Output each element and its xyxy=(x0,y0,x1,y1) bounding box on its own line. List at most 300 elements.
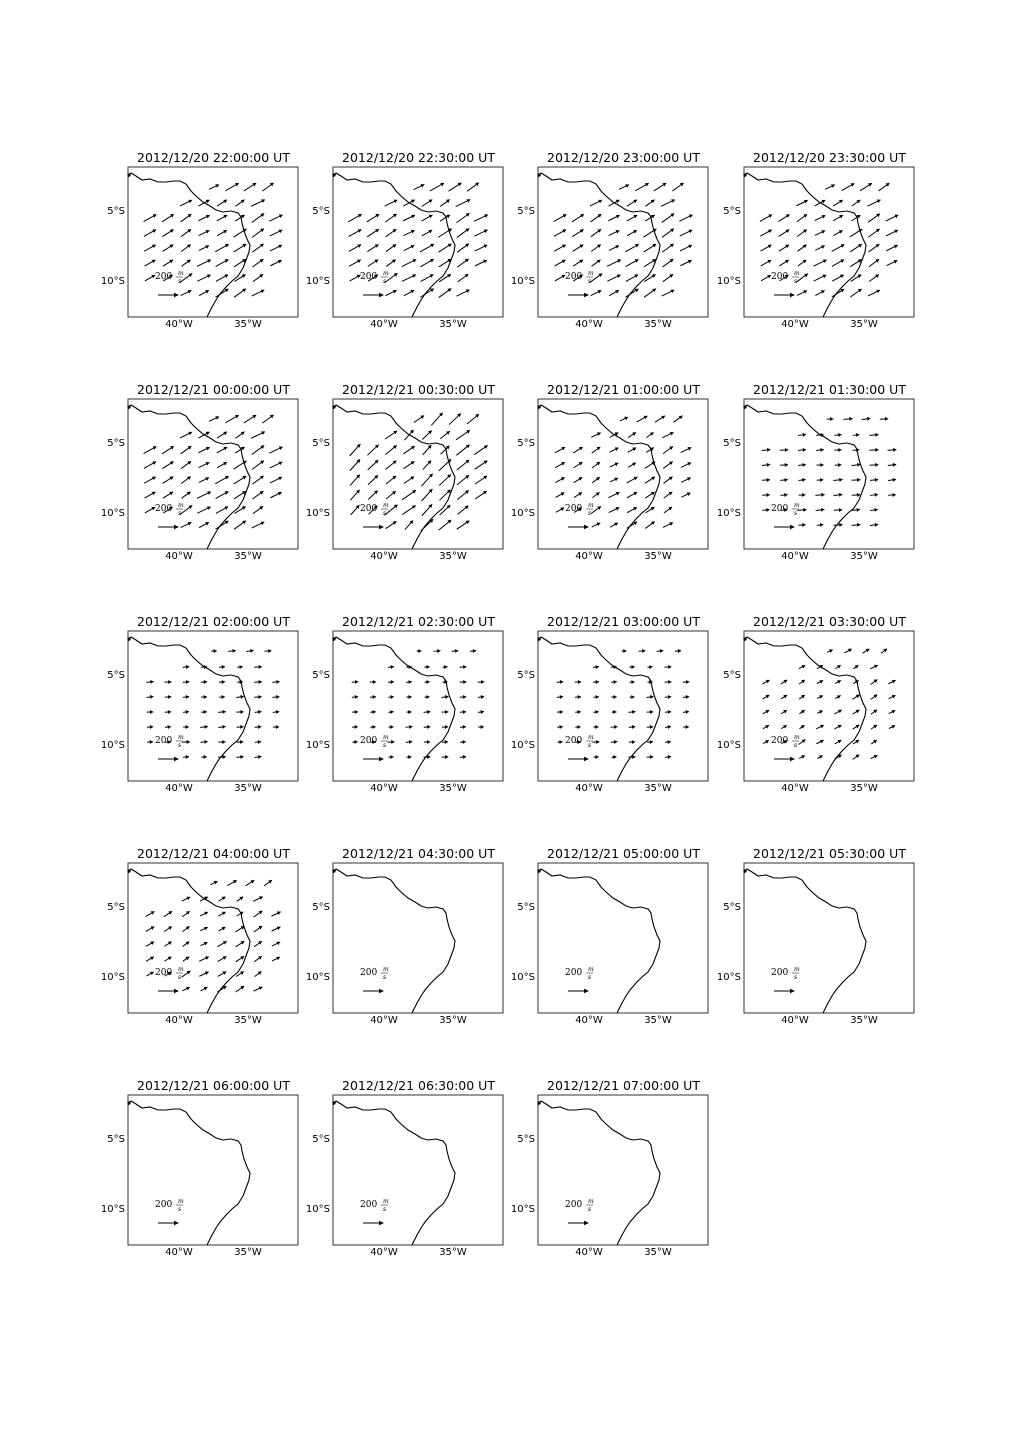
wind-vector xyxy=(440,431,450,439)
wind-vector xyxy=(833,200,843,206)
wind-vector xyxy=(227,880,236,885)
wind-vector xyxy=(610,523,618,528)
x-tick-label: 35°W xyxy=(234,783,262,794)
wind-vector xyxy=(679,214,692,221)
y-tick-label: 5°S xyxy=(723,438,741,449)
x-tick-label: 35°W xyxy=(850,1015,878,1026)
key-label: 200 xyxy=(360,272,378,282)
wind-vector xyxy=(216,521,229,529)
wind-vector xyxy=(781,725,787,729)
wind-vector xyxy=(835,695,840,698)
key-label: 200 xyxy=(565,968,583,978)
wind-vector xyxy=(386,260,396,267)
wind-vector xyxy=(460,725,466,729)
wind-vector xyxy=(236,986,244,992)
wind-vector xyxy=(199,522,209,528)
panel-frame xyxy=(128,1095,298,1245)
wind-vector xyxy=(665,680,672,684)
y-tick-label: 5°S xyxy=(723,902,741,913)
map-panel xyxy=(101,1078,298,1258)
wind-vector xyxy=(575,680,581,684)
wind-vector xyxy=(629,695,634,699)
key-unit-num: m xyxy=(794,966,800,973)
wind-vector xyxy=(573,260,583,266)
wind-vector xyxy=(272,942,280,946)
wind-vector xyxy=(645,200,654,207)
wind-vector xyxy=(183,680,190,684)
wind-vector xyxy=(888,448,897,452)
quiver-key xyxy=(360,502,389,529)
coastline xyxy=(538,637,660,781)
key-unit-num: m xyxy=(588,734,594,741)
key-unit-den: s xyxy=(588,510,592,517)
wind-vector xyxy=(573,447,582,453)
wind-vector xyxy=(763,725,769,729)
wind-vector xyxy=(199,290,209,296)
key-unit-num: m xyxy=(588,270,594,277)
wind-vector xyxy=(252,229,264,238)
y-tick-label: 10°S xyxy=(716,276,741,287)
wind-vector xyxy=(610,478,618,482)
wind-vector xyxy=(799,665,806,669)
wind-vector xyxy=(181,446,192,454)
x-tick-label: 35°W xyxy=(439,551,467,562)
map-panel xyxy=(101,382,298,562)
wind-vector xyxy=(627,507,637,513)
wind-vector xyxy=(144,245,156,252)
wind-vector xyxy=(816,740,823,744)
wind-vector xyxy=(420,259,433,267)
wind-vector xyxy=(404,290,414,296)
wind-vector xyxy=(352,740,357,744)
wind-vector xyxy=(869,244,880,252)
wind-vector xyxy=(368,490,377,499)
y-tick-label: 10°S xyxy=(305,1204,330,1215)
wind-vector xyxy=(797,290,807,295)
wind-vector xyxy=(404,245,415,251)
wind-vector xyxy=(457,475,469,485)
wind-vector xyxy=(386,229,397,237)
panel-frame xyxy=(744,631,914,781)
wind-vector xyxy=(421,474,432,487)
wind-vector xyxy=(683,695,689,699)
wind-vector xyxy=(458,506,469,515)
key-unit-den: s xyxy=(383,742,387,749)
wind-vector xyxy=(183,942,190,947)
wind-vector xyxy=(591,244,601,251)
x-tick-label: 40°W xyxy=(370,551,398,562)
wind-vector xyxy=(252,290,265,296)
map-panel xyxy=(101,150,298,330)
wind-vector xyxy=(871,680,878,685)
wind-vector xyxy=(627,215,637,221)
wind-vector xyxy=(209,416,219,421)
key-unit-num: m xyxy=(178,270,184,277)
panel-frame xyxy=(333,863,503,1013)
wind-vector xyxy=(370,710,376,714)
map-panel xyxy=(306,1078,503,1258)
wind-vector xyxy=(217,462,227,468)
wind-vector xyxy=(557,710,563,714)
x-tick-label: 35°W xyxy=(644,783,672,794)
wind-vector xyxy=(406,755,411,759)
wind-vector xyxy=(680,230,693,236)
wind-vector xyxy=(629,665,634,669)
wind-vector xyxy=(573,245,584,252)
wind-vector xyxy=(385,445,396,454)
wind-vector xyxy=(272,680,279,684)
wind-vector xyxy=(860,183,872,191)
wind-vector xyxy=(574,492,582,497)
wind-vector xyxy=(854,665,859,669)
wind-vector xyxy=(627,522,637,529)
wind-vector xyxy=(834,493,843,497)
wind-vector xyxy=(474,445,487,454)
wind-vector xyxy=(198,215,209,221)
wind-vector xyxy=(629,680,634,684)
wind-vector xyxy=(637,416,648,422)
key-unit-den: s xyxy=(178,1206,182,1213)
wind-vector xyxy=(219,680,225,684)
wind-vector xyxy=(164,942,171,947)
wind-vector xyxy=(762,478,770,482)
wind-vector xyxy=(780,463,788,467)
map-panel xyxy=(101,846,298,1026)
wind-vector xyxy=(367,214,379,222)
wind-vector xyxy=(273,725,279,729)
key-unit-den: s xyxy=(383,278,387,285)
wind-vector xyxy=(254,956,262,961)
wind-vector xyxy=(664,492,673,498)
wind-vector xyxy=(388,725,393,729)
wind-vector xyxy=(611,725,618,729)
wind-vector xyxy=(424,740,430,744)
x-tick-label: 40°W xyxy=(575,1015,603,1026)
coastline xyxy=(333,1101,455,1245)
x-tick-label: 40°W xyxy=(575,783,603,794)
wind-vector xyxy=(663,274,673,281)
wind-vector xyxy=(183,957,189,962)
wind-vector xyxy=(439,520,452,530)
wind-vector xyxy=(422,504,432,515)
wind-vector xyxy=(181,290,192,296)
wind-vector xyxy=(252,461,264,470)
wind-vector xyxy=(264,880,272,886)
wind-vector xyxy=(252,213,264,222)
panel-title: 2012/12/21 00:00:00 UT xyxy=(137,382,290,397)
wind-vector xyxy=(654,183,666,191)
wind-vector xyxy=(647,695,654,699)
map-panel xyxy=(511,846,708,1026)
wind-vector xyxy=(146,911,155,916)
wind-vector xyxy=(403,215,415,221)
y-tick-label: 10°S xyxy=(716,972,741,983)
coastline xyxy=(538,405,660,549)
wind-vector xyxy=(639,649,646,653)
wind-vector xyxy=(644,244,656,252)
wind-vector xyxy=(881,649,887,654)
x-tick-label: 40°W xyxy=(781,783,809,794)
quiver-key xyxy=(565,966,594,993)
panel-title: 2012/12/21 00:30:00 UT xyxy=(342,382,495,397)
wind-vector xyxy=(423,445,432,455)
wind-vector xyxy=(388,665,394,669)
wind-vector xyxy=(627,492,637,498)
wind-vector xyxy=(665,740,671,744)
wind-vector xyxy=(199,956,209,961)
wind-vector xyxy=(645,492,654,498)
wind-vector xyxy=(627,477,638,483)
wind-vector xyxy=(456,199,471,206)
wind-vector xyxy=(886,230,898,236)
wind-vector xyxy=(201,987,208,991)
y-tick-label: 5°S xyxy=(312,438,330,449)
wind-vector xyxy=(575,710,581,714)
key-unit-den: s xyxy=(178,742,182,749)
wind-vector xyxy=(628,463,636,468)
wind-vector xyxy=(180,432,192,438)
key-unit-num: m xyxy=(588,1198,594,1205)
wind-vector xyxy=(797,245,806,252)
wind-vector xyxy=(460,695,467,699)
wind-vector xyxy=(647,755,654,759)
wind-vector xyxy=(439,474,451,485)
wind-vector xyxy=(763,710,769,714)
key-label: 200 xyxy=(360,968,378,978)
key-unit-den: s xyxy=(794,742,798,749)
wind-vector xyxy=(681,462,691,467)
wind-vector xyxy=(663,446,673,453)
wind-vector xyxy=(833,230,842,235)
wind-vector xyxy=(798,478,805,482)
wind-vector xyxy=(799,695,805,699)
wind-vector xyxy=(350,475,360,486)
wind-vector xyxy=(456,430,470,440)
wind-vector xyxy=(663,477,672,484)
wind-vector xyxy=(593,695,599,699)
wind-vector xyxy=(218,912,225,916)
y-tick-label: 5°S xyxy=(517,206,535,217)
wind-vector xyxy=(645,477,655,483)
panel-title: 2012/12/21 03:00:00 UT xyxy=(547,614,700,629)
map-panel xyxy=(306,150,503,330)
wind-vector xyxy=(165,695,172,699)
wind-vector xyxy=(200,740,207,744)
map-panel xyxy=(511,614,708,794)
wind-vector xyxy=(760,230,772,237)
wind-vector xyxy=(201,680,207,684)
wind-vector xyxy=(608,492,619,498)
wind-vector xyxy=(144,229,156,236)
wind-vector xyxy=(217,215,227,221)
wind-vector xyxy=(555,462,565,468)
panel-title: 2012/12/21 06:00:00 UT xyxy=(137,1078,290,1093)
wind-vector xyxy=(440,200,450,207)
wind-vector xyxy=(683,710,689,714)
wind-vector xyxy=(609,507,620,513)
key-unit-den: s xyxy=(178,974,182,981)
wind-vector xyxy=(761,260,771,266)
wind-vector xyxy=(611,695,616,699)
quiver-key xyxy=(360,1198,389,1225)
wind-vector xyxy=(478,680,485,684)
wind-vector xyxy=(888,680,895,684)
wind-vector xyxy=(254,941,262,947)
wind-vector xyxy=(199,477,209,482)
wind-vector xyxy=(781,710,787,714)
wind-vector xyxy=(200,725,208,729)
wind-vector xyxy=(815,215,826,221)
map-panel xyxy=(306,846,503,1026)
map-panel xyxy=(306,614,503,794)
coastline xyxy=(538,1101,660,1245)
wind-vector xyxy=(388,710,393,714)
wind-vector xyxy=(434,649,441,653)
wind-vector xyxy=(236,755,243,759)
wind-vector xyxy=(217,230,227,236)
wind-vector xyxy=(218,897,225,901)
y-tick-label: 5°S xyxy=(723,206,741,217)
wind-vector xyxy=(781,680,787,684)
wind-vector xyxy=(834,433,841,437)
wind-vector xyxy=(197,491,211,498)
wind-vector xyxy=(457,521,470,530)
y-tick-label: 5°S xyxy=(312,206,330,217)
quiver-key xyxy=(771,502,800,529)
wind-vector xyxy=(673,416,682,423)
quiver-key xyxy=(155,270,184,297)
key-unit-num: m xyxy=(588,502,594,509)
wind-vector xyxy=(798,260,807,266)
y-tick-label: 5°S xyxy=(107,902,125,913)
quiver-key xyxy=(155,502,184,529)
wind-vector xyxy=(592,492,599,497)
wind-vector xyxy=(475,260,487,266)
wind-vector xyxy=(574,477,582,482)
wind-vector xyxy=(798,463,806,467)
wind-vector xyxy=(181,492,190,499)
y-tick-label: 5°S xyxy=(517,902,535,913)
key-unit-num: m xyxy=(178,734,184,741)
wind-vector xyxy=(162,461,173,468)
wind-vector xyxy=(889,725,895,729)
wind-vector xyxy=(853,755,860,760)
wind-vector xyxy=(832,275,844,282)
wind-vector xyxy=(165,680,172,684)
wind-vector xyxy=(182,987,190,991)
wind-vector xyxy=(244,183,256,191)
wind-vector xyxy=(870,478,878,482)
wind-vector xyxy=(228,649,236,653)
wind-vector xyxy=(798,523,805,527)
wind-vector xyxy=(422,215,433,221)
wind-vector xyxy=(628,447,636,452)
wind-vector xyxy=(423,460,431,469)
wind-vector xyxy=(557,725,563,729)
panel-title: 2012/12/21 04:30:00 UT xyxy=(342,846,495,861)
wind-vector xyxy=(269,214,282,221)
wind-vector xyxy=(251,431,265,438)
panel-title: 2012/12/21 02:00:00 UT xyxy=(137,614,290,629)
wind-vector xyxy=(555,260,566,266)
wind-vector xyxy=(386,521,397,528)
wind-vector xyxy=(421,274,434,281)
x-tick-label: 40°W xyxy=(575,551,603,562)
wind-vector xyxy=(165,710,171,714)
wind-vector xyxy=(761,275,771,281)
wind-vector xyxy=(888,463,896,467)
wind-vector xyxy=(575,725,580,729)
wind-vector xyxy=(609,447,618,452)
wind-vector xyxy=(218,725,225,729)
key-label: 200 xyxy=(771,736,789,746)
wind-vector xyxy=(611,740,618,744)
coastline xyxy=(333,869,455,1013)
wind-vector xyxy=(460,680,467,684)
wind-vector xyxy=(219,695,225,699)
wind-vector xyxy=(672,183,683,191)
wind-vector xyxy=(851,463,860,467)
wind-vector xyxy=(352,710,358,714)
wind-vector xyxy=(609,290,619,296)
x-tick-label: 35°W xyxy=(439,319,467,330)
wind-vector xyxy=(350,459,360,470)
y-tick-label: 10°S xyxy=(510,276,535,287)
wind-vector xyxy=(607,274,620,281)
wind-vector xyxy=(889,695,896,699)
wind-vector xyxy=(352,680,359,684)
wind-vector xyxy=(198,447,209,453)
wind-vector xyxy=(888,478,896,482)
wind-vector xyxy=(853,433,860,437)
wind-vector xyxy=(270,462,283,468)
wind-vector xyxy=(146,680,153,684)
wind-vector xyxy=(591,214,602,222)
wind-vector xyxy=(629,740,635,744)
wind-vector xyxy=(216,259,229,266)
wind-vector xyxy=(349,229,362,236)
wind-vector xyxy=(460,665,467,669)
wind-vector xyxy=(816,463,823,467)
wind-vector xyxy=(262,183,273,191)
wind-vector xyxy=(181,244,191,251)
wind-vector xyxy=(422,200,433,207)
wind-vector xyxy=(592,462,600,468)
wind-vector xyxy=(816,725,824,729)
x-tick-label: 35°W xyxy=(644,1247,672,1258)
wind-vector xyxy=(590,200,602,206)
panel-title: 2012/12/21 06:30:00 UT xyxy=(342,1078,495,1093)
wind-vector xyxy=(424,695,429,699)
wind-vector xyxy=(199,462,210,468)
wind-vector xyxy=(763,740,769,743)
wind-vector xyxy=(386,491,396,499)
x-tick-label: 40°W xyxy=(781,319,809,330)
wind-vector xyxy=(763,695,770,699)
wind-vector xyxy=(237,725,244,729)
wind-vector xyxy=(370,680,376,684)
wind-vector xyxy=(655,416,665,422)
wind-vector xyxy=(252,522,265,528)
x-tick-label: 35°W xyxy=(644,1015,672,1026)
wind-vector xyxy=(887,260,898,266)
wind-vector xyxy=(680,245,692,251)
wind-vector xyxy=(762,493,770,497)
wind-vector xyxy=(760,214,772,221)
wind-vector xyxy=(216,506,228,513)
key-unit-num: m xyxy=(178,966,184,973)
wind-vector xyxy=(254,695,261,699)
